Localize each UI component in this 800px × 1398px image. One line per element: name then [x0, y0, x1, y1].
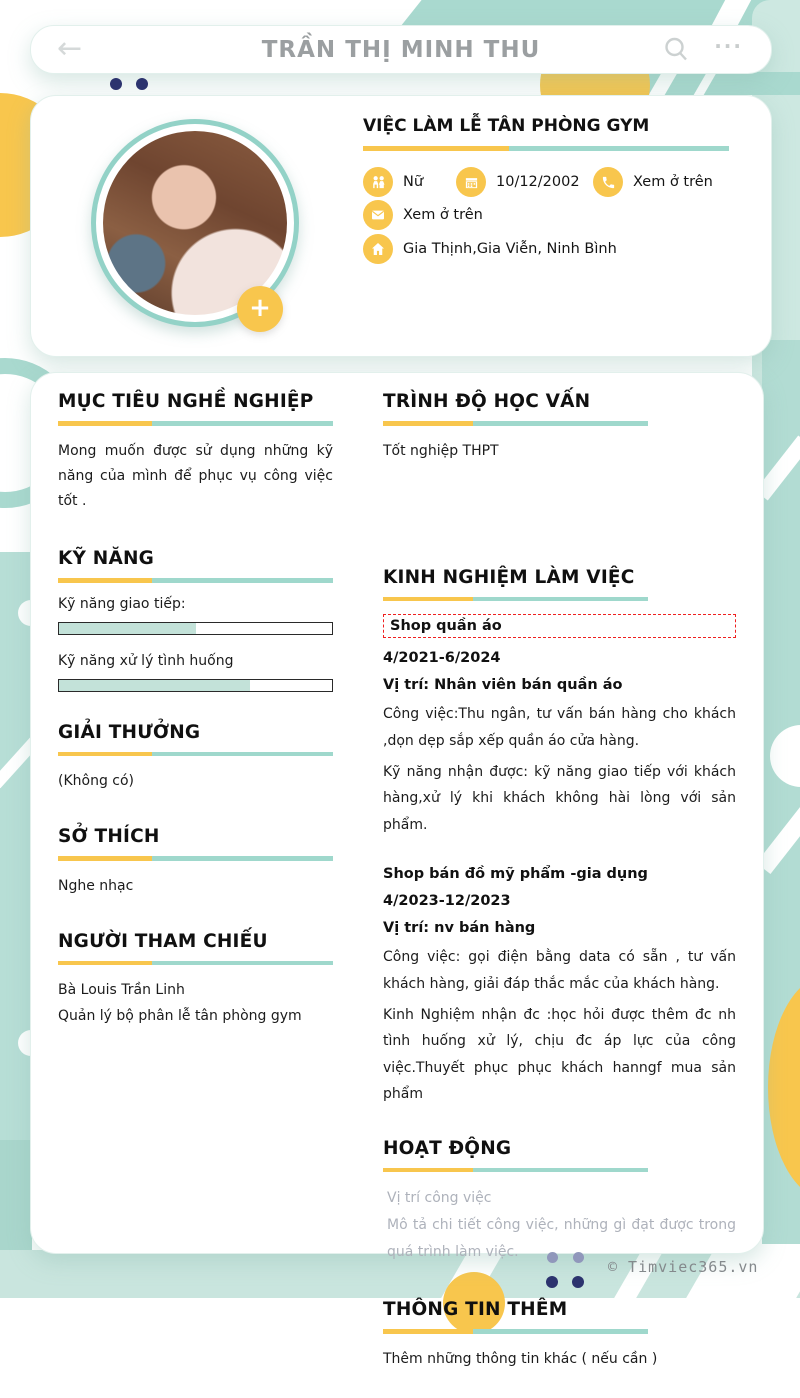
job-position: Vị trí: nv bán hàng: [383, 919, 536, 936]
light-dot-decoration: [573, 1252, 584, 1263]
objective-text: Mong muốn được sử dụng những kỹ năng của mình để phục vụ công việc tốt .: [58, 442, 333, 509]
left-column: [58, 391, 333, 1055]
section-objective: [58, 391, 333, 514]
profile-info-row: [363, 200, 483, 230]
calendar-icon: [456, 167, 486, 197]
job-title: VIỆC LÀM LỄ TÂN PHÒNG GYM: [363, 116, 650, 136]
skill-progress-bar: [58, 679, 333, 692]
section-title: KỸ NĂNG: [58, 548, 155, 570]
section-activities: [383, 1138, 736, 1265]
skill-label: Kỹ năng giao tiếp:: [58, 595, 186, 612]
job-position: Vị trí: Nhân viên bán quần áo: [383, 676, 623, 693]
address-value: Gia Thịnh,Gia Viễn, Ninh Bình: [403, 241, 617, 257]
navy-dot-decoration: [136, 78, 148, 90]
address-field: [363, 234, 617, 264]
light-dot-decoration: [547, 1252, 558, 1263]
job-description: Kinh Nghiệm nhận đc :học hỏi được thêm đc nh tình huống xử lý, chịu đc áp lực của công việc.Thuyết phục phục khách hanngf mua sản phẩm: [383, 1006, 736, 1103]
job-description: Công việc:Thu ngân, tư vấn bán hàng cho khách ,dọn dẹp sắp xếp quần áo cửa hàng.: [383, 706, 736, 750]
section-education: [383, 391, 736, 464]
section-underline: [383, 1329, 648, 1334]
section-title: GIẢI THƯỞNG: [58, 721, 201, 743]
section-underline: [383, 1168, 648, 1173]
skill-label: Kỹ năng xử lý tình huống: [58, 652, 234, 669]
section-title: NGƯỜI THAM CHIẾU: [58, 930, 268, 952]
section-skills: [58, 548, 333, 692]
profile-card: [30, 95, 772, 357]
gender-icon: [363, 167, 393, 197]
more-info-text: Thêm những thông tin khác ( nếu cần ): [383, 1350, 658, 1367]
section-underline: [58, 578, 333, 583]
section-underline: [58, 961, 333, 966]
hobbies-text: Nghe nhạc: [58, 877, 134, 894]
section-references: [58, 931, 333, 1029]
job-period: 4/2023-12/2023: [383, 893, 511, 910]
section-underline: [383, 597, 648, 602]
skill-progress-bar: [58, 622, 333, 635]
reference-role: Quản lý bộ phân lễ tân phòng gym: [58, 1007, 302, 1024]
section-underline: [383, 421, 648, 426]
navy-dot-decoration: [572, 1276, 584, 1288]
section-title: MỤC TIÊU NGHỀ NGHIỆP: [58, 391, 314, 412]
profile-info-row: [363, 234, 617, 264]
more-options-icon[interactable]: ···: [714, 34, 743, 58]
birthday-field: [456, 167, 593, 197]
activities-placeholder[interactable]: Mô tả chi tiết công việc, những gì đạt được trong quá trình làm việc.: [387, 1217, 736, 1260]
phone-field: [593, 167, 713, 197]
phone-value: Xem ở trên: [633, 174, 713, 190]
section-experience: [383, 567, 736, 1108]
navy-dot-decoration: [546, 1276, 558, 1288]
company-name: Shop bán đồ mỹ phẩm -gia dụng: [383, 866, 648, 883]
activities-placeholder[interactable]: Vị trí công việc: [387, 1190, 492, 1207]
back-icon[interactable]: ←: [57, 31, 83, 66]
section-more-info: [383, 1299, 736, 1372]
experience-entry: [383, 862, 736, 1107]
section-title: SỞ THÍCH: [58, 826, 160, 848]
section-awards: [58, 722, 333, 795]
birthday-value: 10/12/2002: [496, 174, 580, 190]
job-description: Kỹ năng nhận được: kỹ năng giao tiếp với khách hàng,xử lý khi khách không hài lòng với sản phẩm.: [383, 763, 736, 833]
awards-text: (Không có): [58, 773, 135, 790]
home-icon: [363, 234, 393, 264]
section-title: TRÌNH ĐỘ HỌC VẤN: [383, 391, 591, 412]
gender-field: [363, 167, 456, 197]
education-text: Tốt nghiệp THPT: [383, 442, 499, 459]
section-hobbies: [58, 826, 333, 899]
section-underline: [58, 752, 333, 757]
title-underline: [363, 146, 729, 151]
watermark-credit: © Timviec365.vn: [608, 1258, 759, 1276]
search-icon[interactable]: [663, 36, 689, 62]
section-title: HOẠT ĐỘNG: [383, 1137, 512, 1159]
email-icon: [363, 200, 393, 230]
reference-name: Bà Louis Trần Linh: [58, 982, 185, 999]
section-title: KINH NGHIỆM LÀM VIỆC: [383, 566, 635, 588]
section-underline: [58, 421, 333, 426]
email-field: [363, 200, 483, 230]
navy-dot-decoration: [110, 78, 122, 90]
experience-entry: [383, 614, 736, 838]
right-column: [383, 391, 736, 1398]
section-underline: [58, 856, 333, 861]
gender-value: Nữ: [403, 174, 424, 190]
profile-info-row: [363, 167, 713, 197]
add-photo-button[interactable]: +: [237, 286, 283, 332]
page-title: TRẦN THỊ MINH THU: [261, 36, 541, 63]
job-description: Công việc: gọi điện bằng data có sẵn , tư vấn khách hàng, giải đáp thắc mắc của khách hàng.: [383, 949, 736, 992]
email-value: Xem ở trên: [403, 207, 483, 223]
section-title: THÔNG TIN THÊM: [383, 1299, 568, 1321]
top-app-bar: [30, 25, 772, 74]
company-field-selected[interactable]: Shop quần áo: [383, 614, 736, 638]
job-period: 4/2021-6/2024: [383, 650, 501, 667]
phone-icon: [593, 167, 623, 197]
